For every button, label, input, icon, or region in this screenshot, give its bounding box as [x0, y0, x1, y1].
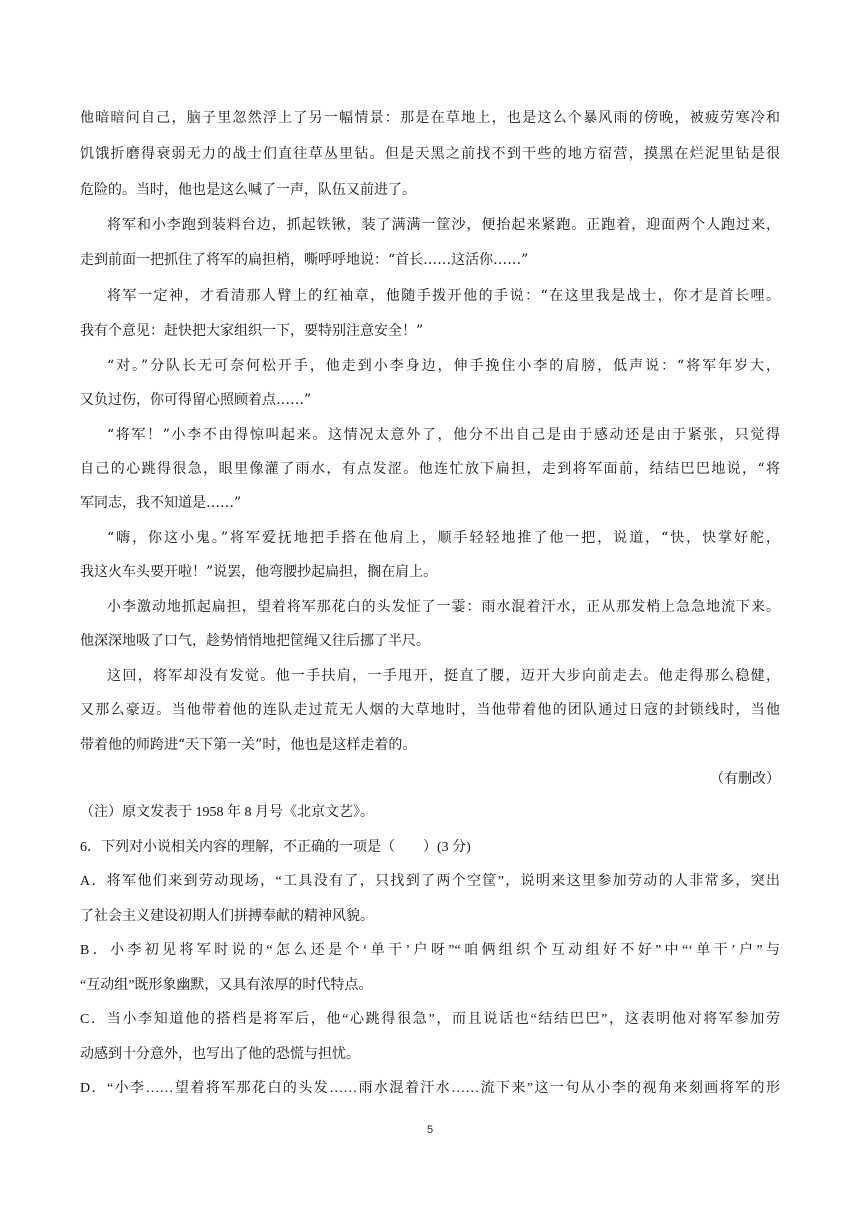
option-b-line: B．小李初见将军时说的“怎么还是个‘单干’户呀”“咱俩组织个互动组好不好”中“‘单干’户”与	[80, 943, 780, 958]
story-line: 将军一定神，才看清那人臂上的红袖章，他随手拨开他的手说：“在这里我是战士，你才是首长哩。	[107, 288, 780, 304]
option-c-line: 动感到十分意外，也写出了他的恐慌与担忧。	[80, 1047, 360, 1062]
story-line: 饥饿折磨得衰弱无力的战士们直往草丛里钻。但是天黑之前找不到干些的地方宿营，摸黑在烂泥里钻是很	[80, 146, 780, 162]
story-line: “嗨，你这小鬼。”将军爱抚地把手搭在他肩上，顺手轻轻地推了他一把，说道，“快，快掌好舵，	[107, 530, 780, 546]
story-line: “对。”分队长无可奈何松开手，他走到小李身边，伸手挽住小李的肩膀，低声说：“将军年岁大，	[107, 358, 780, 374]
story-line: 又那么豪迈。当他带着他的连队走过荒无人烟的大草地时，当他带着他的团队通过日寇的封锁线时，当他	[80, 702, 780, 718]
story-line: 他深深地吸了口气，趁势悄悄地把筐绳又往后挪了半尺。	[80, 633, 430, 649]
option-d-line: D．“小李……望着将军那花白的头发……雨水混着汗水……流下来”这一句从小李的视角来刻画将军的形	[80, 1081, 780, 1096]
page-number: 5	[426, 1124, 434, 1136]
story-line: 小李激动地抓起扁担，望着将军那花白的头发怔了一霎：雨水混着汗水，正从那发梢上急急地流下来。	[107, 599, 780, 615]
story-line: 危险的。当时，他也是这么喊了一声，队伍又前进了。	[80, 182, 416, 198]
story-line: 又负过伤，你可得留心照顾着点……”	[80, 392, 312, 408]
option-a-line: 了社会主义建设初期人们拼搏奉献的精神风貌。	[80, 909, 374, 924]
story-line: 我有个意见：赶快把大家组织一下，要特别注意安全！”	[80, 323, 424, 339]
story-line: 他暗暗问自己，脑子里忽然浮上了另一幅情景：那是在草地上，也是这么个暴风雨的傍晚，被疲劳寒冷和	[80, 110, 780, 126]
option-c-line: C．当小李知道他的搭档是将军后，他“心跳得很急”，而且说话也“结结巴巴”，这表明他对将军参加劳	[80, 1012, 780, 1027]
story-line: 我这火车头要开啦！”说罢，他弯腰抄起扁担，搁在肩上。	[80, 564, 438, 580]
story-line: 将军和小李跑到装料台边，抓起铁锹，装了满满一筐沙，便抬起来紧跑。正跑着，迎面两个人跑过来，	[107, 217, 780, 233]
option-b-line: “互动组”既形象幽默，又具有浓厚的时代特点。	[80, 978, 373, 993]
option-a-line: A．将军他们来到劳动现场，“工具没有了，只找到了两个空筐”，说明来这里参加劳动的人非常多，突出	[80, 874, 780, 889]
story-line: 军同志，我不知道是……”	[80, 495, 242, 511]
story-line: 这回，将军却没有发觉。他一手扶肩，一手甩开，挺直了腰，迈开大步向前走去。他走得那么稳健，	[107, 668, 780, 684]
source-note: （注）原文发表于 1958 年 8 月号《北京文艺》。	[80, 805, 374, 820]
edit-note: （有删改）	[710, 771, 780, 787]
story-line: “将军！”小李不由得惊叫起来。这情况太意外了，他分不出自己是由于感动还是由于紧张，只觉得	[107, 427, 780, 443]
story-line: 带着他的师跨进“天下第一关”时，他也是这样走着的。	[80, 737, 417, 753]
question-stem: 6．下列对小说相关内容的理解，不正确的一项是（ ）(3 分)	[80, 840, 471, 855]
story-line: 走到前面一把抓住了将军的扁担梢，嘶呼呼地说：“首长……这活你……”	[80, 252, 529, 268]
story-line: 自己的心跳得很急，眼里像灌了雨水，有点发涩。他连忙放下扁担，走到将军面前，结结巴巴地说，“将	[80, 461, 780, 477]
